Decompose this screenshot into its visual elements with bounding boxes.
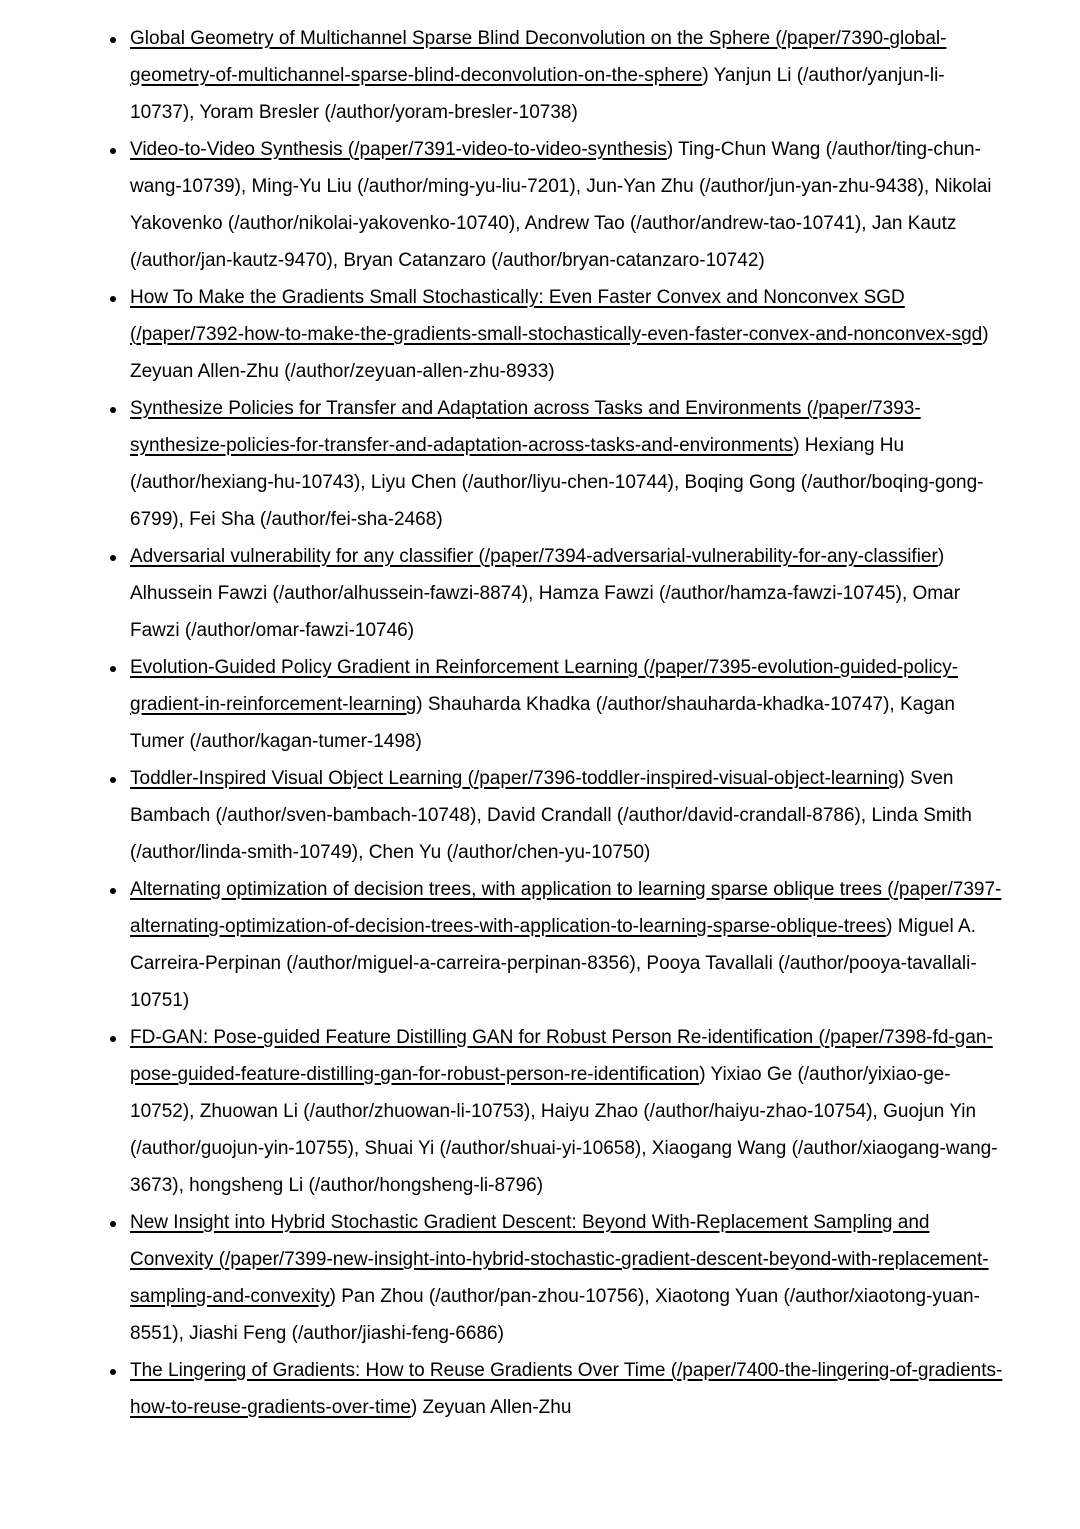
paper-href-close-paren: )	[898, 768, 911, 789]
author-href-close-paren: )	[644, 842, 651, 863]
paper-list-item: Synthesize Policies for Transfer and Adaptation across Tasks and Environments (/paper/7393-synthesize-policies-for-transfer-and-adaptation-across-tasks-and-environments) Hexiang Hu (/author/hexiang-hu-10743), Liyu Chen (/author/liyu-chen-10744), Boqing Gong (/author/boqing-gong-6799), Fei Sha (/author/fei-sha-2468)	[130, 390, 1004, 538]
author-href: /author/yanjun-li-10737	[130, 65, 945, 123]
paper-title: Evolution-Guided Policy Gradient in Reinforcement Learning	[130, 657, 638, 678]
author-link[interactable]	[586, 176, 924, 197]
bullet-icon	[110, 1036, 116, 1042]
author-href-open-paren: (	[590, 694, 603, 715]
author-href-open-paren: (	[281, 953, 293, 974]
author-href-close-paren: )	[758, 250, 765, 271]
author-href-open-paren: (	[130, 1138, 137, 1159]
author-href-close-paren: )	[353, 472, 361, 493]
paper-title: Alternating optimization of decision trees, with application to learning sparse oblique trees	[130, 879, 882, 900]
author-href-open-paren: (	[351, 176, 364, 197]
paper-href-open-paren: (	[638, 657, 650, 678]
author-href-close-paren: )	[508, 213, 516, 234]
author-href-close-paren: )	[172, 1323, 179, 1344]
author-href: /author/liyu-chen-10744	[468, 472, 668, 493]
paper-list-item	[130, 1352, 1004, 1426]
paper-list-item	[130, 279, 1004, 390]
author-href-close-paren: )	[634, 1138, 642, 1159]
author-href-open-paren: (	[795, 472, 808, 493]
author-href-open-paren: (	[611, 805, 624, 826]
paper-href: /paper/7391-video-to-video-synthesis	[354, 139, 667, 160]
author-href: /author/ming-yu-liu-7201	[363, 176, 570, 197]
author-href: /author/sven-bambach-10748	[221, 805, 471, 826]
author-name: Liyu Chen	[370, 472, 457, 493]
bullet-icon	[110, 148, 116, 154]
paper-href: /paper/7390-global-geometry-of-multichannel-sparse-blind-deconvolution-on-the-sphere	[130, 28, 947, 86]
author-href: /author/xiaogang-wang-3673	[130, 1138, 998, 1196]
author-href: /author/alhussein-fawzi-8874	[278, 583, 522, 604]
paper-href-open-paren: (	[665, 1360, 678, 1381]
author-href-open-paren: (	[441, 842, 453, 863]
bullet-icon	[110, 296, 116, 302]
author-href: /author/pooya-tavallali-10751	[130, 953, 977, 1011]
paper-title: FD-GAN: Pose-guided Feature Distilling GAN for Robust Person Re-identification	[130, 1027, 814, 1048]
author-href: /author/andrew-tao-10741	[636, 213, 855, 234]
author-name: Hexiang Hu	[804, 435, 905, 456]
author-name: Xiaogang Wang	[651, 1138, 787, 1159]
paper-list-item: Adversarial vulnerability for any classifier (/paper/7394-adversarial-vulnerability-for-any-classifier) Alhussein Fawzi (/author/alhussein-fawzi-8874), Hamza Fawzi (/author/hamza-fawzi-10745), Omar Fawzi (/author/omar-fawzi-10746)	[130, 538, 1004, 649]
paper-list-item: FD-GAN: Pose-guided Feature Distilling GAN for Robust Person Re-identification (/paper/7398-fd-gan-pose-guided-feature-distilling-gan-for-robust-person-re-identification) Yixiao Ge (/author/yixiao-ge-10752), Zhuowan Li (/author/zhuowan-li-10753), Haiyu Zhao (/author/haiyu-zhao-10754), Guojun Yin (/author/guojun-yin-10755), Shuai Yi (/author/shuai-yi-10658), Xiaogang Wang (/author/xiaogang-wang-3673), hongsheng Li (/author/hongsheng-li-8796)	[130, 1019, 1004, 1204]
author-href: /author/boqing-gong-6799	[130, 472, 984, 530]
paper-list-item: Global Geometry of Multichannel Sparse Blind Deconvolution on the Sphere (/paper/7390-global-geometry-of-multichannel-sparse-blind-deconvolution-on-the-sphere) Yanjun Li (/author/yanjun-li-10737), Yoram Bresler (/author/yoram-bresler-10738)	[130, 20, 1004, 131]
author-href-open-paren: (	[653, 583, 666, 604]
author-link[interactable]	[525, 213, 862, 234]
author-link[interactable]	[251, 176, 575, 197]
paper-href-close-paren: )	[666, 139, 679, 160]
author-href-close-paren: )	[347, 1138, 354, 1159]
author-href-close-paren: )	[407, 620, 415, 641]
paper-href-open-paren: (	[130, 324, 137, 345]
paper-href-close-paren: )	[982, 324, 989, 345]
author-link[interactable]	[199, 102, 577, 123]
author-href-open-paren: (	[278, 361, 291, 382]
author-href: /author/nikolai-yakovenko-10740	[234, 213, 509, 234]
author-href-open-paren: (	[254, 509, 267, 530]
author-name: Pan Zhou	[341, 1286, 424, 1307]
author-name: Sven Bambach	[130, 768, 954, 826]
author-href: /author/jiashi-feng-6686	[297, 1323, 498, 1344]
author-name: Yixiao Ge	[710, 1064, 793, 1085]
bullet-icon	[110, 888, 116, 894]
author-href-close-paren: )	[638, 1286, 645, 1307]
author-href-close-paren: )	[536, 1175, 544, 1196]
paper-href: /paper/7400-the-lingering-of-gradients-how-to-reuse-gradients-over-time	[130, 1360, 1003, 1418]
author-link[interactable]	[341, 1286, 644, 1307]
author-href: /author/ting-chun-wang-10739	[130, 139, 981, 197]
author-name: Yoram Bresler	[199, 102, 320, 123]
bullet-icon	[110, 666, 116, 672]
author-name: Fei Sha	[189, 509, 255, 530]
author-name: Zeyuan Allen-Zhu	[130, 361, 279, 382]
author-name: Ting-Chun Wang	[678, 139, 821, 160]
paper-title: How To Make the Gradients Small Stochastically: Even Faster Convex and Nonconvex SGD	[130, 287, 905, 308]
author-link[interactable]	[541, 1101, 873, 1122]
author-link[interactable]	[189, 1175, 543, 1196]
author-href-open-paren: (	[456, 472, 468, 493]
author-link[interactable]	[487, 805, 861, 826]
author-name: Pooya Tavallali	[646, 953, 773, 974]
author-href-close-paren: )	[524, 1101, 531, 1122]
author-name: Andrew Tao	[524, 213, 625, 234]
paper-href-close-paren: )	[416, 694, 428, 715]
author-name: Miguel A. Carreira-Perpinan	[130, 916, 976, 974]
paper-href-close-paren: )	[699, 1064, 711, 1085]
paper-href: /paper/7398-fd-gan-pose-guided-feature-distilling-gan-for-robust-person-re-identification	[130, 1027, 993, 1085]
author-href: /author/hexiang-hu-10743	[136, 472, 354, 493]
author-href-open-paren: (	[693, 176, 706, 197]
author-href-open-paren: (	[624, 213, 637, 234]
author-href-open-paren: (	[792, 1064, 804, 1085]
author-href-close-paren: )	[895, 583, 902, 604]
author-name: Chen Yu	[368, 842, 442, 863]
author-name: Guojun Yin	[883, 1101, 977, 1122]
bullet-icon	[110, 777, 116, 783]
author-href-close-paren: )	[571, 102, 578, 123]
author-href-open-paren: (	[184, 731, 196, 752]
paper-href: /paper/7394-adversarial-vulnerability-for-any-classifier	[484, 546, 938, 567]
paper-title: New Insight into Hybrid Stochastic Gradient Descent: Beyond With-Replacement Sampling and Convexity	[130, 1212, 930, 1270]
paper-title: Video-to-Video Synthesis	[130, 139, 343, 160]
author-href: /author/david-crandall-8786	[623, 805, 855, 826]
author-href-open-paren: (	[423, 1286, 436, 1307]
author-href-close-paren: )	[667, 472, 674, 493]
author-link[interactable]	[130, 361, 555, 382]
author-link[interactable]	[189, 1323, 504, 1344]
author-href-open-paren: (	[222, 213, 235, 234]
paper-href-close-paren: )	[937, 546, 945, 567]
paper-href: /paper/7396-toddler-inspired-visual-object-learning	[473, 768, 899, 789]
paper-href: /paper/7399-new-insight-into-hybrid-stochastic-gradient-descent-beyond-with-replacement-sampling-and-convexity	[130, 1249, 989, 1307]
author-href: /author/guojun-yin-10755	[136, 1138, 348, 1159]
paper-href-close-paren: )	[329, 1286, 342, 1307]
author-name: Haiyu Zhao	[540, 1101, 639, 1122]
author-name: Jiashi Feng	[189, 1323, 287, 1344]
author-href: /author/xiaotong-yuan-8551	[130, 1286, 980, 1344]
paper-link[interactable]	[130, 546, 938, 567]
author-href-open-paren: (	[210, 805, 222, 826]
author-name: hongsheng Li	[189, 1175, 304, 1196]
author-name: Omar Fawzi	[130, 583, 961, 641]
author-href-close-paren: )	[548, 361, 555, 382]
paper-href: /paper/7395-evolution-guided-policy-gradient-in-reinforcement-learning	[130, 657, 959, 715]
paper-list	[130, 20, 1004, 1426]
author-href: /author/jan-kautz-9470	[136, 250, 327, 271]
bullet-icon	[110, 37, 116, 43]
author-href-close-paren: )	[521, 583, 529, 604]
author-href: /author/jun-yan-zhu-9438	[705, 176, 918, 197]
author-link[interactable]	[428, 694, 890, 715]
author-name: Linda Smith	[871, 805, 972, 826]
author-link[interactable]	[364, 1138, 641, 1159]
author-name: David Crandall	[487, 805, 612, 826]
author-href: /author/hamza-fawzi-10745	[665, 583, 896, 604]
author-href-close-paren: )	[497, 1323, 504, 1344]
author-href-close-paren: )	[470, 805, 477, 826]
author-name: Nikolai Yakovenko	[130, 176, 992, 234]
author-href-close-paren: )	[917, 176, 924, 197]
author-href-close-paren: )	[326, 250, 333, 271]
bullet-icon	[110, 1369, 116, 1375]
author-href: /author/shauharda-khadka-10747	[602, 694, 884, 715]
paper-href-open-paren: (	[770, 28, 782, 49]
author-href: /author/shuai-yi-10658	[445, 1138, 635, 1159]
author-link[interactable]	[343, 250, 764, 271]
paper-title: Toddler-Inspired Visual Object Learning	[130, 768, 463, 789]
paper-href-close-paren: )	[793, 435, 805, 456]
author-name: Jan Kautz	[871, 213, 957, 234]
paper-link[interactable]	[130, 879, 1001, 937]
paper-href-open-paren: (	[462, 768, 474, 789]
bullet-icon	[110, 555, 116, 561]
paper-title: Adversarial vulnerability for any classifier	[130, 546, 474, 567]
author-link[interactable]	[371, 472, 674, 493]
author-href-close-paren: )	[182, 102, 190, 123]
author-href: /author/yixiao-ge-10752	[130, 1064, 951, 1122]
author-href-close-paren: )	[172, 509, 179, 530]
author-href: /author/zhuowan-li-10753	[309, 1101, 524, 1122]
paper-href: /paper/7392-how-to-make-the-gradients-small-stochastically-even-faster-convex-and-nonconvex-sgd	[136, 324, 983, 345]
author-link[interactable]	[369, 842, 651, 863]
author-href-close-paren: )	[569, 176, 576, 197]
author-href-open-paren: (	[820, 139, 832, 160]
author-href: /author/kagan-tumer-1498	[195, 731, 416, 752]
author-href-close-paren: )	[234, 176, 241, 197]
author-href: /author/zeyuan-allen-zhu-8933	[290, 361, 549, 382]
paper-list-item: Toddler-Inspired Visual Object Learning (/paper/7396-toddler-inspired-visual-object-learning) Sven Bambach (/author/sven-bambach-10748), David Crandall (/author/david-crandall-8786), Linda Smith (/author/linda-smith-10749), Chen Yu (/author/chen-yu-10750)	[130, 760, 1004, 871]
author-name: Jun-Yan Zhu	[586, 176, 694, 197]
author-href-open-paren: (	[434, 1138, 446, 1159]
author-href-close-paren: )	[854, 805, 861, 826]
author-link[interactable]	[539, 583, 902, 604]
paper-list-item: Alternating optimization of decision trees, with application to learning sparse oblique trees (/paper/7397-alternating-optimization-of-decision-trees-with-application-to-learning-sparse-oblique-trees) Miguel A. Carreira-Perpinan (/author/miguel-a-carreira-perpinan-8356), Pooya Tavallali (/author/pooya-tavallali-10751)	[130, 871, 1004, 1019]
paper-href: /paper/7393-synthesize-policies-for-transfer-and-adaptation-across-tasks-and-environments	[130, 398, 921, 456]
author-href: /author/pan-zhou-10756	[435, 1286, 639, 1307]
paper-href-close-paren: )	[410, 1397, 423, 1418]
author-href-open-paren: (	[297, 1101, 310, 1122]
author-name: Zeyuan Allen-Zhu	[422, 1397, 572, 1418]
paper-href-close-paren: )	[886, 916, 898, 937]
author-name: Xiaotong Yuan	[654, 1286, 779, 1307]
paper-list-item: Video-to-Video Synthesis (/paper/7391-video-to-video-synthesis) Ting-Chun Wang (/author/ting-chun-wang-10739), Ming-Yu Liu (/author/ming-yu-liu-7201), Jun-Yan Zhu (/author/jun-yan-zhu-9438), Nikolai Yakovenko (/author/nikolai-yakovenko-10740), Andrew Tao (/author/andrew-tao-10741), Jan Kautz (/author/jan-kautz-9470), Bryan Catanzaro (/author/bryan-catanzaro-10742)	[130, 131, 1004, 279]
paper-href-open-paren: (	[213, 1249, 226, 1270]
author-href-open-paren: (	[179, 620, 192, 641]
author-href: /author/fei-sha-2468	[266, 509, 437, 530]
author-name: Ming-Yu Liu	[251, 176, 352, 197]
paper-title: Global Geometry of Multichannel Sparse Blind Deconvolution on the Sphere	[130, 28, 771, 49]
author-href: /author/yoram-bresler-10738	[330, 102, 572, 123]
author-href-close-paren: )	[883, 694, 890, 715]
author-href-close-paren: )	[182, 1101, 190, 1122]
author-href-open-paren: (	[319, 102, 331, 123]
bullet-icon	[110, 407, 116, 413]
paper-link[interactable]	[130, 287, 982, 345]
author-href-open-paren: (	[130, 472, 137, 493]
author-link[interactable]	[423, 1397, 572, 1418]
author-href-open-paren: (	[786, 1138, 798, 1159]
author-name: Alhussein Fawzi	[130, 583, 268, 604]
author-href-close-paren: )	[854, 213, 862, 234]
author-link[interactable]	[189, 509, 442, 530]
author-href-open-paren: (	[638, 1101, 650, 1122]
author-link[interactable]	[200, 1101, 531, 1122]
paper-href-open-paren: (	[881, 879, 894, 900]
author-href: /author/bryan-catanzaro-10742	[497, 250, 759, 271]
paper-link[interactable]	[130, 768, 899, 789]
paper-link[interactable]	[130, 139, 667, 160]
paper-title: Synthesize Policies for Transfer and Adaptation across Tasks and Environments	[130, 398, 802, 419]
author-name: Boqing Gong	[684, 472, 796, 493]
author-href-open-paren: (	[791, 65, 804, 86]
author-name: Shuai Yi	[364, 1138, 435, 1159]
author-href: /author/omar-fawzi-10746	[191, 620, 408, 641]
paper-href-open-paren: (	[473, 546, 485, 567]
bullet-icon	[110, 1221, 116, 1227]
author-href-close-paren: )	[436, 509, 443, 530]
author-href-open-paren: (	[485, 250, 498, 271]
author-href-open-paren: (	[130, 842, 137, 863]
paper-title: The Lingering of Gradients: How to Reuse Gradients Over Time	[130, 1360, 666, 1381]
author-href-close-paren: )	[415, 731, 422, 752]
author-href-open-paren: (	[772, 953, 785, 974]
author-href-close-paren: )	[866, 1101, 873, 1122]
paper-href-open-paren: (	[801, 398, 813, 419]
paper-list-item: New Insight into Hybrid Stochastic Gradient Descent: Beyond With-Replacement Sampling and Convexity (/paper/7399-new-insight-into-hybrid-stochastic-gradient-descent-beyond-with-replacement-sampling-and-convexity) Pan Zhou (/author/pan-zhou-10756), Xiaotong Yuan (/author/xiaotong-yuan-8551), Jiashi Feng (/author/jiashi-feng-6686)	[130, 1204, 1004, 1352]
author-href-open-paren: (	[286, 1323, 298, 1344]
author-href-open-paren: (	[303, 1175, 315, 1196]
author-name: Shauharda Khadka	[427, 694, 591, 715]
paper-href: /paper/7397-alternating-optimization-of-decision-trees-with-application-to-learning-sparse-oblique-trees	[130, 879, 1002, 937]
author-href-open-paren: (	[267, 583, 279, 604]
paper-href-close-paren: )	[702, 65, 714, 86]
author-href-close-paren: )	[629, 953, 636, 974]
author-href: /author/hongsheng-li-8796	[314, 1175, 537, 1196]
author-href: /author/miguel-a-carreira-perpinan-8356	[292, 953, 630, 974]
paper-list-item: Evolution-Guided Policy Gradient in Reinforcement Learning (/paper/7395-evolution-guided-policy-gradient-in-reinforcement-learning) Shauharda Khadka (/author/shauharda-khadka-10747), Kagan Tumer (/author/kagan-tumer-1498)	[130, 649, 1004, 760]
author-name: Hamza Fawzi	[538, 583, 654, 604]
author-href: /author/linda-smith-10749	[136, 842, 352, 863]
author-name: Zhuowan Li	[199, 1101, 298, 1122]
author-href: /author/chen-yu-10750	[452, 842, 645, 863]
author-href-open-paren: (	[778, 1286, 790, 1307]
author-link[interactable]	[130, 583, 528, 604]
paper-href-open-paren: (	[813, 1027, 825, 1048]
author-href-close-paren: )	[172, 1175, 179, 1196]
author-href: /author/haiyu-zhao-10754	[649, 1101, 867, 1122]
author-name: Yanjun Li	[713, 65, 792, 86]
author-href-close-paren: )	[351, 842, 359, 863]
author-href-close-paren: )	[182, 990, 190, 1011]
author-name: Bryan Catanzaro	[343, 250, 486, 271]
author-href-open-paren: (	[130, 250, 137, 271]
paper-href-open-paren: (	[342, 139, 355, 160]
author-name: Kagan Tumer	[130, 694, 955, 752]
